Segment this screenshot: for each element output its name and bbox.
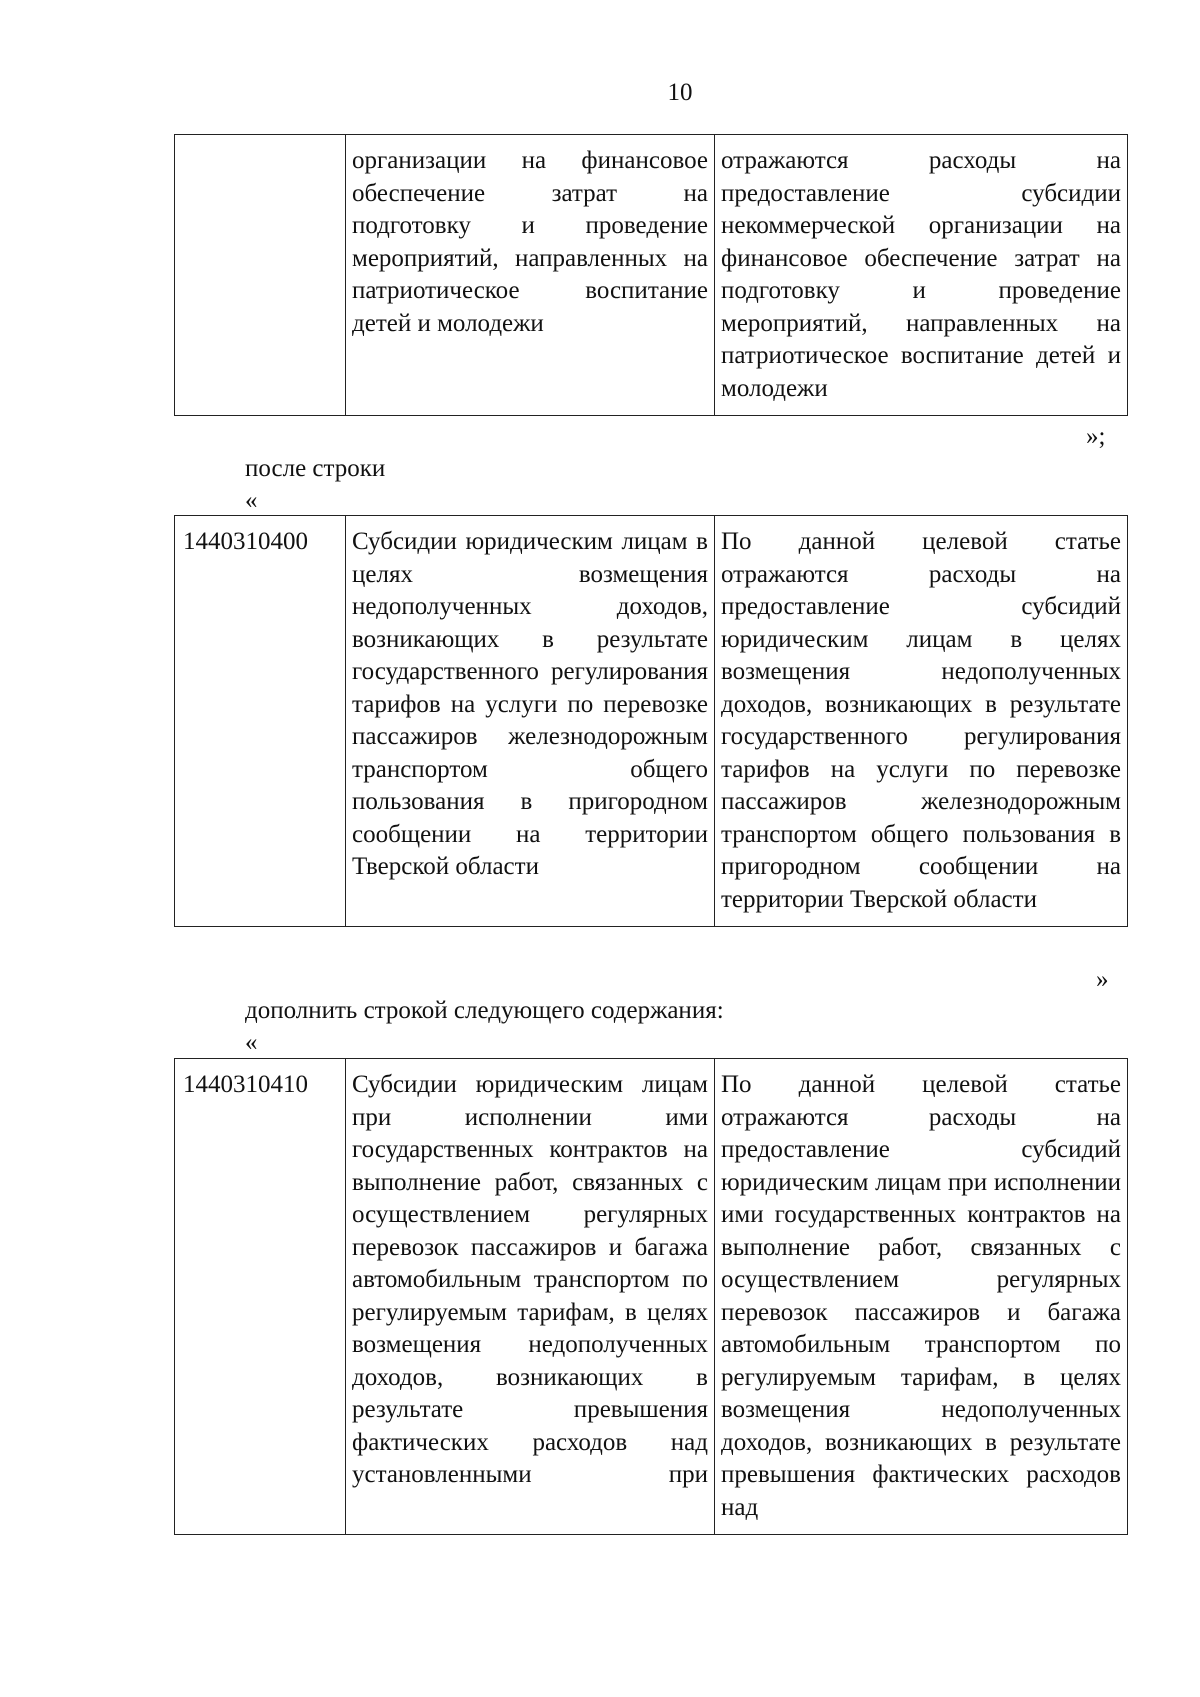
page-number: 10 bbox=[667, 79, 693, 106]
closing-quote: » bbox=[1096, 966, 1109, 993]
instruction-append-row: дополнить строкой следующего содержания: bbox=[245, 997, 724, 1024]
opening-quote: « bbox=[245, 487, 258, 514]
table-continued-row bbox=[174, 134, 1128, 416]
table-row bbox=[175, 1059, 1128, 1535]
name-cell: организации на финансовое обеспечение затрат на подготовку и проведение мероприятий, направленных на патриотическое воспитание детей и молодежи bbox=[346, 135, 715, 416]
name-cell: Субсидии юридическим лицам при исполнении ими государственных контрактов на выполнение работ, связанных с осуществлением регулярных перевозок пассажиров и багажа автомобильным транспортом по регулируемым тарифам, в целях возмещения недополученных доходов, возникающих в результате превышения фактических расходов над установленными при bbox=[346, 1059, 715, 1535]
instruction-after-row: после строки bbox=[245, 455, 386, 482]
description-cell: По данной целевой статье отражаются расходы на предоставление субсидий юридическим лицам при исполнении ими государственных контрактов на выполнение работ, связанных с осуществлением регулярных перевозок пассажиров и багажа автомобильным транспортом по регулируемым тарифам, в целях возмещения недополученных доходов, возникающих в результате превышения фактических расходов над bbox=[715, 1059, 1128, 1535]
description-cell: отражаются расходы на предоставление субсидии некоммерческой организации на финансовое обеспечение затрат на подготовку и проведение мероприятий, направленных на патриотическое воспитание детей и молодежи bbox=[715, 135, 1128, 416]
code-cell bbox=[175, 135, 346, 416]
code-cell: 1440310400 bbox=[175, 516, 346, 927]
table-row bbox=[175, 516, 1128, 927]
table-row bbox=[175, 135, 1128, 416]
table-new-row bbox=[174, 1058, 1128, 1535]
code-cell: 1440310410 bbox=[175, 1059, 346, 1535]
description-cell: По данной целевой статье отражаются расходы на предоставление субсидий юридическим лицам в целях возмещения недополученных доходов, возникающих в результате государственного регулирования тарифов на услуги по перевозке пассажиров железнодорожным транспортом общего пользования в пригородном сообщении на территории Тверской области bbox=[715, 516, 1128, 927]
opening-quote: « bbox=[245, 1029, 258, 1056]
closing-quote: »; bbox=[1086, 423, 1106, 450]
name-cell: Субсидии юридическим лицам в целях возмещения недополученных доходов, возникающих в результате государственного регулирования тарифов на услуги по перевозке пассажиров железнодорожным транспортом общего пользования в пригородном сообщении на территории Тверской области bbox=[346, 516, 715, 927]
table-reference-row bbox=[174, 515, 1128, 927]
